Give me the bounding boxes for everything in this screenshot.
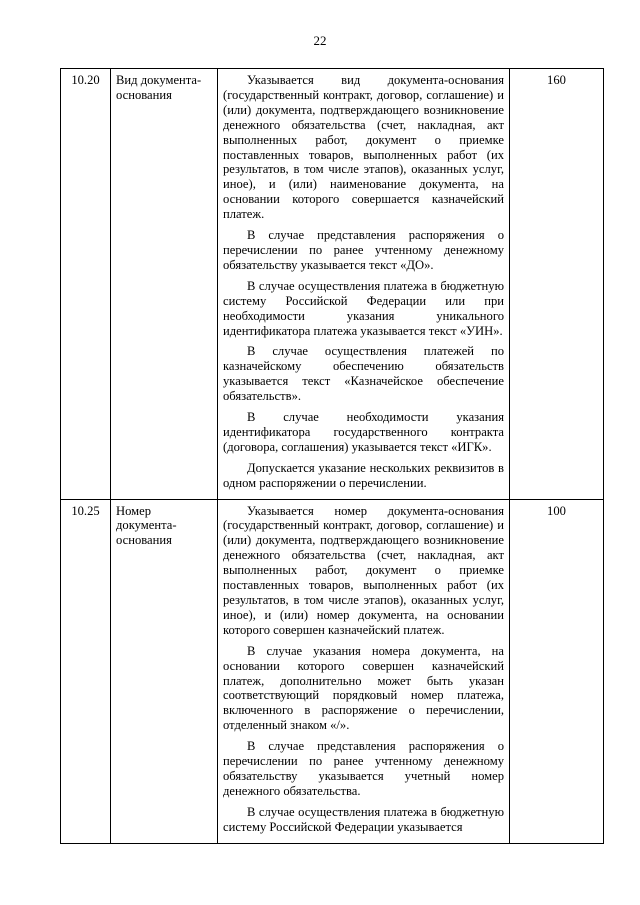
field-description	[218, 69, 510, 500]
description-paragraph: Указывается вид документа-основания (государственный контракт, договор, соглашение) и (или) документа, подтверждающего возникновение денежного обязательства (счет, накладная, акт выполненных работ, документ о приемке поставленных товаров, выполненных работ (их результатов, в том числе этапов), оказанных услуг, иное), и (или) наименование документа, на основании которого совершается казначейский платеж.	[223, 73, 504, 222]
description-paragraph: В случае представления распоряжения о перечислении по ранее учтенному денежному обязательству указывается текст «ДО».	[223, 228, 504, 272]
description-paragraph: В случае указания номера документа, на основании которого совершен казначейский платеж, дополнительно может быть указан соответствующий порядковый номер платежа, включенного в распоряжение о перечислении, отделенный знаком «/».	[223, 643, 504, 733]
field-description	[218, 499, 510, 843]
table-row	[61, 499, 604, 843]
row-number: 10.25	[61, 499, 111, 843]
description-paragraph: Указывается номер документа-основания (государственный контракт, договор, соглашение) и (или) документа, подтверждающего возникновение денежного обязательства (счет, накладная, акт выполненных работ, документ о приемке поставленных товаров, выполненных работ (их результатов, в том числе этапов), оказанных услуг, иное), и (или) номер документа, на основании которого совершен казначейский платеж.	[223, 503, 504, 637]
field-length: 160	[510, 69, 604, 500]
field-name: Номер документа-основания	[111, 499, 218, 843]
description-paragraph: В случае осуществления платежа в бюджетную систему Российской Федерации или при необходимости указания уникального идентификатора платежа указывается текст «УИН».	[223, 278, 504, 338]
description-paragraph: В случае осуществления платежей по казначейскому обеспечению обязательств указывается текст «Казначейское обеспечение обязательств».	[223, 344, 504, 404]
description-paragraph: Допускается указание нескольких реквизитов в одном распоряжении о перечислении.	[223, 460, 504, 490]
description-paragraph: В случае осуществления платежа в бюджетную систему Российской Федерации указывается	[223, 804, 504, 834]
description-paragraph: В случае представления распоряжения о перечислении по ранее учтенному денежному обязательству указывается учетный номер денежного обязательства.	[223, 739, 504, 798]
field-length: 100	[510, 499, 604, 843]
description-paragraph: В случае необходимости указания идентификатора государственного контракта (договора, соглашения) указывается текст «ИГК».	[223, 410, 504, 454]
table-row	[61, 69, 604, 500]
page-number: 22	[313, 33, 327, 48]
field-name: Вид документа-основания	[111, 69, 218, 500]
row-number: 10.20	[61, 69, 111, 500]
requisites-table	[60, 68, 604, 844]
